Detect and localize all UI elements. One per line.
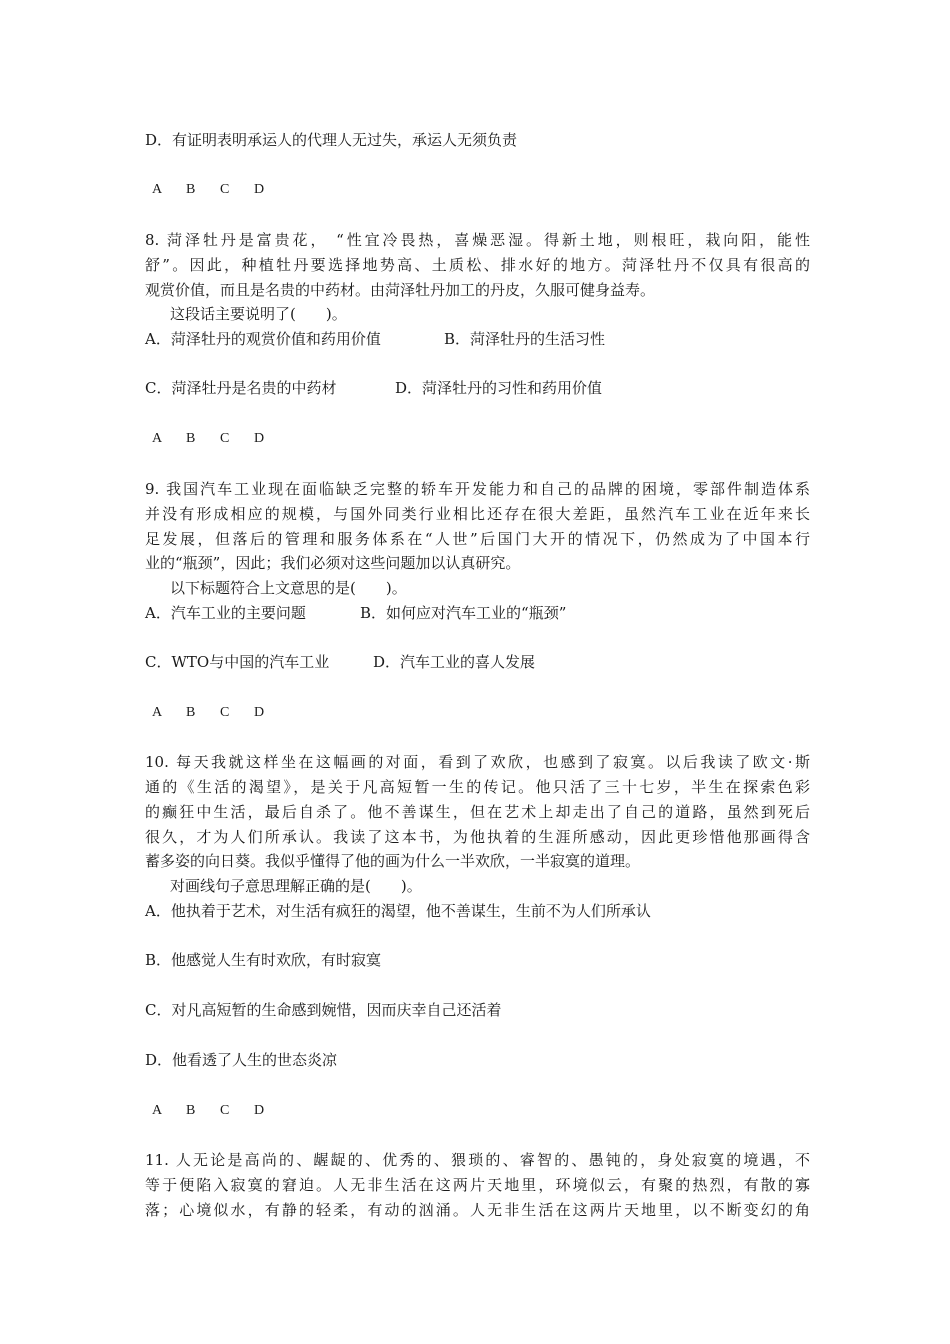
choice-c[interactable]: C [220, 1103, 230, 1118]
q8-answer-choices [152, 426, 288, 451]
q10-stem-line-1: 10. 每天我就这样坐在这幅画的对面，看到了欢欣，也感到了寂寞。以后我读了欧文·斯 [145, 753, 810, 771]
q8-prompt: 这段话主要说明了( )。 [170, 305, 347, 323]
choice-a[interactable]: A [152, 705, 163, 720]
q8-stem-line-3: 观赏价值，而且是名贵的中药材。由菏泽牡丹加工的丹皮，久服可健身益寿。 [145, 281, 656, 299]
q10-option-d: D．他看透了人生的世态炎凉 [145, 1051, 338, 1069]
choice-a[interactable]: A [152, 1103, 163, 1118]
choice-d[interactable]: D [254, 1103, 265, 1118]
q8-option-b: B．菏泽牡丹的生活习性 [444, 330, 606, 348]
q8-stem-line-1: 8. 菏泽牡丹是富贵花， “性宜冷畏热，喜燥恶湿。得新土地，则根旺，栽向阳，能性 [145, 231, 810, 249]
choice-d[interactable]: D [254, 431, 265, 446]
choice-b[interactable]: B [186, 182, 196, 197]
q10-option-b: B．他感觉人生有时欢欣，有时寂寞 [145, 951, 382, 969]
choice-b[interactable]: B [186, 705, 196, 720]
q10-stem-line-2: 通的《生活的渴望》，是关于凡高短暂一生的传记。他只活了三十七岁，半生在探索色彩 [145, 778, 810, 796]
q10-option-a: A．他执着于艺术，对生活有疯狂的渴望，他不善谋生，生前不为人们所承认 [145, 902, 651, 920]
q7-answer-choices [152, 177, 288, 202]
choice-b[interactable]: B [186, 431, 196, 446]
q10-prompt: 对画线句子意思理解正确的是( )。 [170, 877, 422, 895]
q9-stem-line-1: 9. 我国汽车工业现在面临缺乏完整的轿车开发能力和自己的品牌的困境，零部件制造体系 [145, 480, 810, 498]
choice-a[interactable]: A [152, 182, 163, 197]
q9-stem-line-3: 足发展，但落后的管理和服务体系在“人世”后国门大开的情况下，仍然成为了中国本行 [145, 530, 810, 548]
choice-c[interactable]: C [220, 705, 230, 720]
q11-stem-line-2: 等于便陷入寂寞的窘迫。人无非生活在这两片天地里，环境似云，有聚的热烈，有散的寡 [145, 1176, 810, 1194]
q8-option-a: A．菏泽牡丹的观赏价值和药用价值 [145, 330, 381, 348]
q7-option-d: D．有证明表明承运人的代理人无过失，承运人无须负责 [145, 131, 518, 149]
q10-stem-line-4: 很久，才为人们所承认。我读了这本书，为他执着的生涯所感动，因此更珍惜他那画得含 [145, 828, 810, 846]
q8-option-c: C．菏泽牡丹是名贵的中药材 [145, 379, 337, 397]
q9-stem-line-2: 并没有形成相应的规模，与国外同类行业相比还存在很大差距，虽然汽车工业在近年来长 [145, 505, 810, 523]
q9-prompt: 以下标题符合上文意思的是( )。 [170, 579, 407, 597]
choice-a[interactable]: A [152, 431, 163, 446]
q9-option-b: B．如何应对汽车工业的“瓶颈” [360, 604, 567, 622]
q10-option-c: C．对凡高短暂的生命感到婉惜，因而庆幸自己还活着 [145, 1001, 502, 1019]
q9-option-c: C．WTO与中国的汽车工业 [145, 653, 330, 671]
q11-stem-line-3: 落；心境似水，有静的轻柔，有动的汹涌。人无非生活在这两片天地里，以不断变幻的角 [145, 1201, 810, 1219]
q11-stem-line-1: 11. 人无论是高尚的、龌龊的、优秀的、猥琐的、睿智的、愚钝的，身处寂寞的境遇，不 [145, 1151, 810, 1169]
q9-answer-choices [152, 700, 288, 725]
q9-option-a: A．汽车工业的主要问题 [145, 604, 306, 622]
q8-option-d: D．菏泽牡丹的习性和药用价值 [395, 379, 603, 397]
q10-stem-line-5: 蓄多姿的向日葵。我似乎懂得了他的画为什么一半欢欣，一半寂寞的道理。 [145, 852, 641, 870]
q9-stem-line-4: 业的“瓶颈”，因此；我们必须对这些问题加以认真研究。 [145, 554, 521, 572]
q8-stem-line-2: 舒”。因此，种植牡丹要选择地势高、土质松、排水好的地方。菏泽牡丹不仅具有很高的 [145, 256, 810, 274]
choice-d[interactable]: D [254, 705, 265, 720]
choice-c[interactable]: C [220, 182, 230, 197]
choice-c[interactable]: C [220, 431, 230, 446]
q9-option-d: D．汽车工业的喜人发展 [373, 653, 536, 671]
q10-answer-choices [152, 1098, 288, 1123]
choice-b[interactable]: B [186, 1103, 196, 1118]
q10-stem-line-3: 的癫狂中生活，最后自杀了。他不善谋生，但在艺术上却走出了自己的道路，虽然到死后 [145, 803, 810, 821]
choice-d[interactable]: D [254, 182, 265, 197]
